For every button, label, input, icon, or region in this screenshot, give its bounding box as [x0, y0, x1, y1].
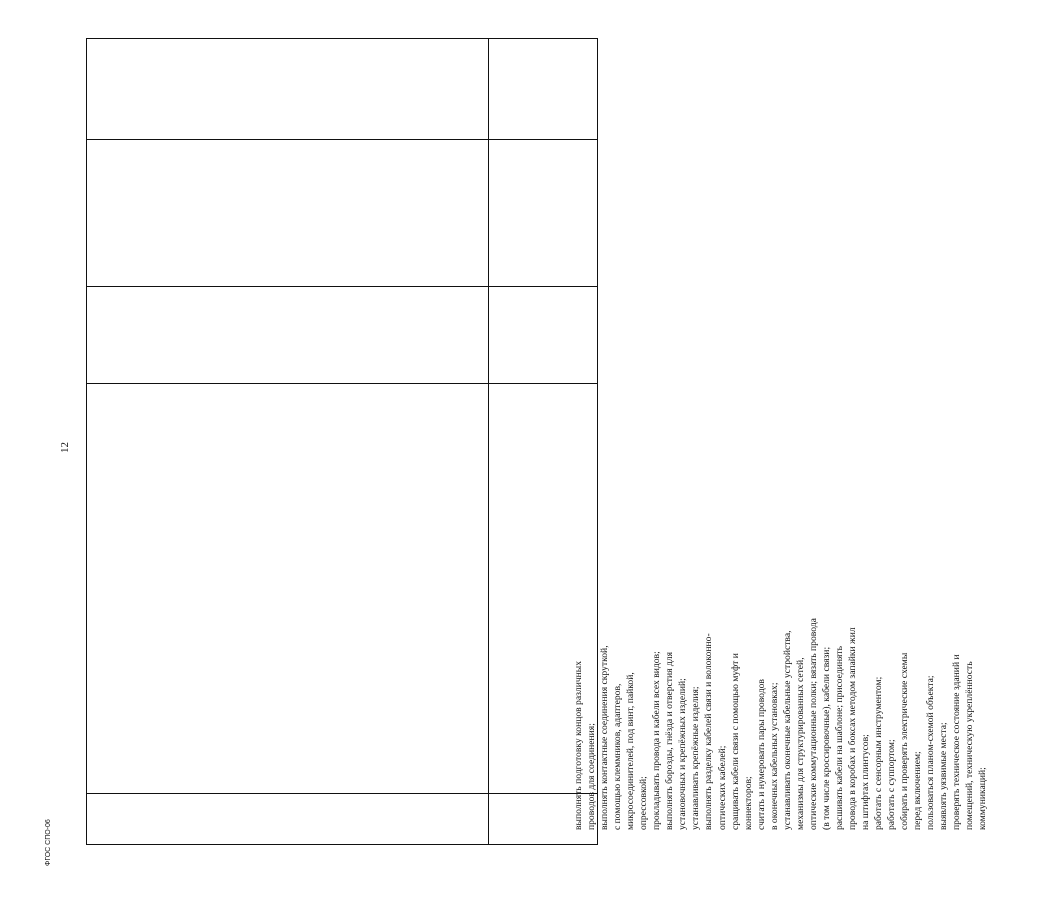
skills-text — [572, 485, 1062, 830]
row-divider — [87, 139, 598, 140]
text-line: механизмы для структурированных сетей, — [794, 657, 806, 830]
row-divider — [87, 793, 598, 794]
text-line: установочных и крепёжных изделий; — [677, 678, 689, 830]
text-line: устанавливать оконечные кабельные устройства, — [781, 630, 793, 830]
text-line: проверять техническое состояние зданий и — [951, 654, 963, 830]
text-line: собирать и проверять электрические схемы — [899, 652, 911, 830]
text-line: пользоваться планом-схемой объекта; — [925, 675, 937, 830]
text-line: выполнять подготовку концов различных — [573, 660, 584, 830]
text-line: сращивать кабели связи с помощью муфт и — [729, 653, 741, 830]
text-line: оптических кабелей; — [716, 745, 728, 830]
row-divider — [87, 286, 598, 287]
text-line: выполнять контактные соединения скруткой, — [599, 645, 611, 830]
text-line: устанавливать крепёжные изделия; — [690, 686, 702, 830]
text-line: микросоединителей, под винт, пайкой, — [625, 672, 637, 830]
text-line: выполнять борозды, гнёзда и отверстия для — [664, 652, 676, 830]
text-line: расшивать кабели на шаблоне; присоединять — [833, 646, 845, 830]
column-divider — [488, 39, 489, 844]
row-divider — [87, 383, 598, 384]
text-line: считать и нумеровать пары проводов — [755, 679, 767, 830]
text-line: с помощью клеммников, адаптеров, — [612, 683, 624, 830]
text-line: работать с сенсорным инструментом; — [873, 676, 885, 830]
table — [86, 38, 598, 845]
page-number: 12 — [59, 442, 71, 453]
text-line: выявлять уязвимые места; — [938, 722, 950, 830]
text-line: прокладывать провода и кабели всех видов; — [651, 651, 663, 830]
text-line: выполнять разделку кабелей связи и волоконно- — [703, 633, 715, 830]
text-line: перед включением; — [912, 751, 924, 830]
text-line: оптические коммутационные полки; вязать провода — [807, 618, 819, 830]
text-line: коммуникаций; — [977, 767, 989, 830]
text-line: помещений, техническую укреплённость — [964, 661, 976, 830]
text-line: опрессовкой; — [638, 776, 650, 830]
text-line: коннекторов; — [742, 776, 754, 830]
text-line: (в том числе кроссировочные), кабели связи; — [820, 646, 832, 830]
text-line: на штифтах плинтусов; — [860, 734, 872, 830]
text-line: провода в коробах и боксах методом запайки жил — [846, 627, 858, 830]
text-line: работать с суппортом; — [886, 739, 898, 830]
footer-standard-code: ФГОС СПО-06 — [45, 819, 52, 866]
text-line: проводов для соединения; — [586, 723, 598, 830]
text-line: в оконечных кабельных установках; — [768, 682, 780, 830]
